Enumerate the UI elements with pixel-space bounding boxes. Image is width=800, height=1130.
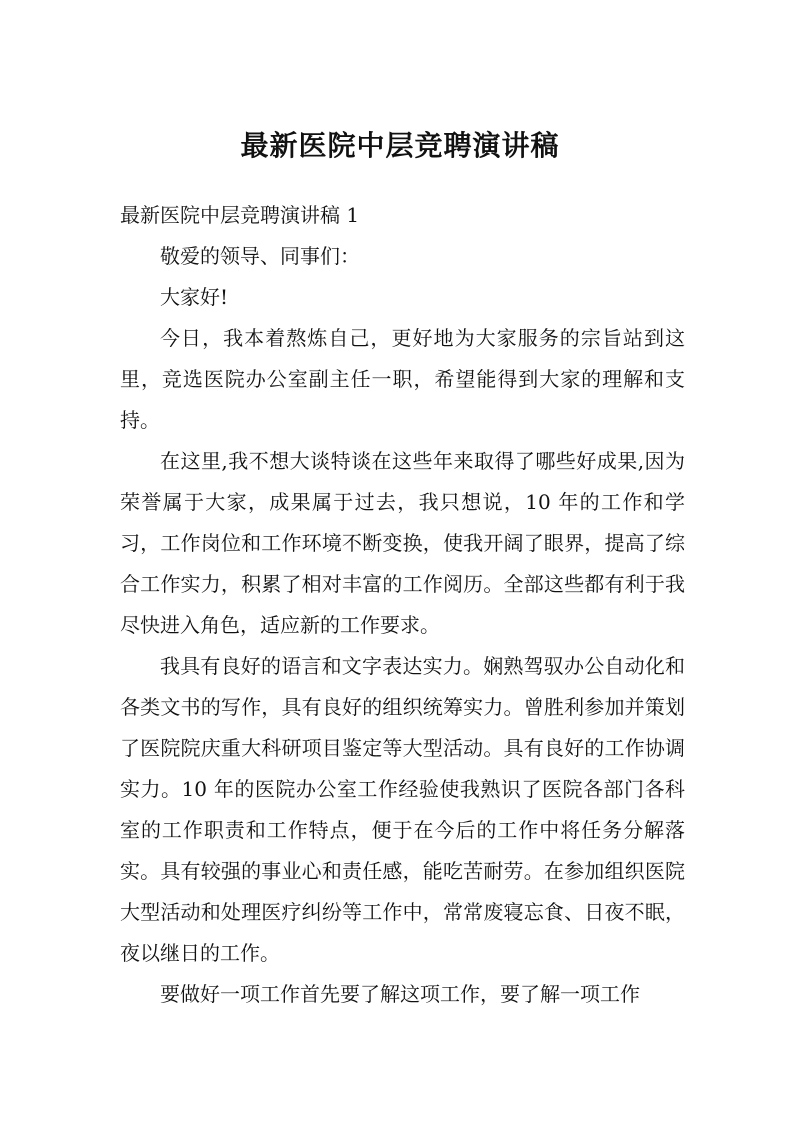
body-paragraph: 今日，我本着熬炼自己，更好地为大家服务的宗旨站到这里，竞选医院办公室副主任一职，希望能得到大家的理解和支持。 (120, 326, 685, 432)
salutation: 敬爱的领导、同事们： (160, 244, 360, 268)
document-title: 最新医院中层竞聘演讲稿 (240, 129, 560, 162)
document-body (120, 195, 685, 1015)
body-paragraph: 我具有良好的语言和文字表达实力。娴熟驾驭办公自动化和各类文书的写作，具有良好的组织统筹实力。曾胜利参加并策划了医院院庆重大科研项目鉴定等大型活动。具有良好的工作协调实力。10 年的医院办公室工作经验使我熟识了医院各部门各科室的工作职责和工作特点，便于在今后的工作中将任务分解落实。具有较强的事业心和责任感，能吃苦耐劳。在参加组织医院大型活动和处理医疗纠纷等工作中，常常废寝忘食、日夜不眠，夜以继日的工作。 (120, 654, 685, 965)
greeting: 大家好! (160, 285, 229, 309)
body-paragraph: 在这里,我不想大谈特谈在这些年来取得了哪些好成果,因为荣誉属于大家，成果属于过去，我只想说，10 年的工作和学习，工作岗位和工作环境不断变换，使我开阔了眼界，提高了综合工作实力，积累了相对丰富的工作阅历。全部这些都有利于我尽快进入角色，适应新的工作要求。 (120, 449, 685, 637)
body-paragraph: 要做好一项工作首先要了解这项工作，要了解一项工作 (160, 982, 640, 1006)
section-heading: 最新医院中层竞聘演讲稿 1 (120, 203, 360, 227)
